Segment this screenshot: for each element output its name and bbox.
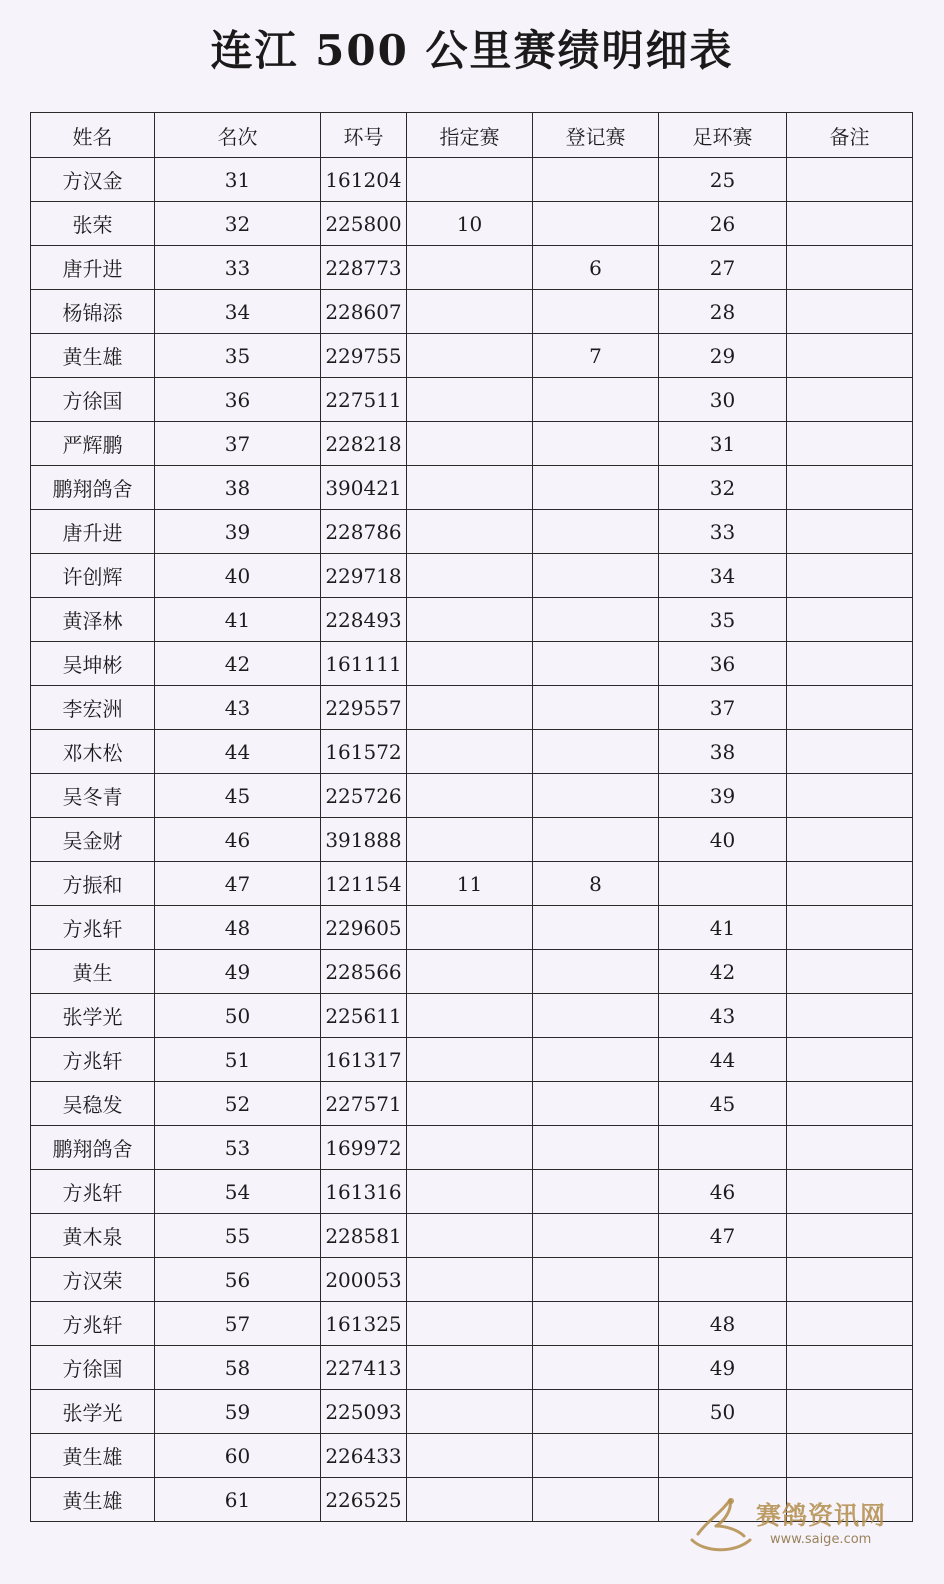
cell-notes xyxy=(787,906,913,950)
cell-registered-race xyxy=(533,906,659,950)
cell-ring-number: 161325 xyxy=(321,1302,407,1346)
cell-notes xyxy=(787,1038,913,1082)
table-row xyxy=(31,1302,913,1346)
cell-rank: 59 xyxy=(155,1390,321,1434)
cell-name: 方汉荣 xyxy=(31,1258,155,1302)
table-row xyxy=(31,730,913,774)
cell-name: 鹏翔鸽舍 xyxy=(31,466,155,510)
cell-ring-race xyxy=(659,1258,787,1302)
cell-ring-race: 27 xyxy=(659,246,787,290)
cell-designated-race xyxy=(407,1126,533,1170)
cell-notes xyxy=(787,730,913,774)
cell-registered-race xyxy=(533,158,659,202)
cell-ring-number: 226433 xyxy=(321,1434,407,1478)
header-notes: 备注 xyxy=(787,113,913,158)
cell-notes xyxy=(787,774,913,818)
cell-ring-race: 30 xyxy=(659,378,787,422)
cell-registered-race: 6 xyxy=(533,246,659,290)
cell-name: 吴坤彬 xyxy=(31,642,155,686)
cell-ring-number: 229718 xyxy=(321,554,407,598)
cell-name: 黄生雄 xyxy=(31,334,155,378)
cell-rank: 54 xyxy=(155,1170,321,1214)
header-rank: 名次 xyxy=(155,113,321,158)
cell-name: 吴稳发 xyxy=(31,1082,155,1126)
cell-ring-race xyxy=(659,862,787,906)
cell-rank: 49 xyxy=(155,950,321,994)
cell-rank: 45 xyxy=(155,774,321,818)
cell-rank: 52 xyxy=(155,1082,321,1126)
cell-ring-number: 225726 xyxy=(321,774,407,818)
cell-name: 杨锦添 xyxy=(31,290,155,334)
cell-ring-number: 229755 xyxy=(321,334,407,378)
cell-ring-number: 225611 xyxy=(321,994,407,1038)
header-registered-race: 登记赛 xyxy=(533,113,659,158)
cell-designated-race xyxy=(407,1302,533,1346)
cell-name: 严辉鹏 xyxy=(31,422,155,466)
cell-ring-number: 226525 xyxy=(321,1478,407,1522)
cell-registered-race xyxy=(533,378,659,422)
cell-name: 吴金财 xyxy=(31,818,155,862)
cell-designated-race xyxy=(407,554,533,598)
table-row xyxy=(31,642,913,686)
cell-name: 唐升进 xyxy=(31,510,155,554)
cell-rank: 34 xyxy=(155,290,321,334)
cell-registered-race xyxy=(533,1082,659,1126)
cell-rank: 42 xyxy=(155,642,321,686)
cell-designated-race xyxy=(407,290,533,334)
cell-name: 许创辉 xyxy=(31,554,155,598)
cell-rank: 58 xyxy=(155,1346,321,1390)
cell-name: 吴冬青 xyxy=(31,774,155,818)
cell-notes xyxy=(787,1302,913,1346)
cell-ring-race: 25 xyxy=(659,158,787,202)
cell-name: 张学光 xyxy=(31,994,155,1038)
cell-registered-race xyxy=(533,1390,659,1434)
cell-name: 黄生雄 xyxy=(31,1478,155,1522)
cell-ring-race: 45 xyxy=(659,1082,787,1126)
cell-ring-number: 229605 xyxy=(321,906,407,950)
cell-rank: 50 xyxy=(155,994,321,1038)
table-row xyxy=(31,862,913,906)
table-row xyxy=(31,774,913,818)
cell-name: 方汉金 xyxy=(31,158,155,202)
cell-notes xyxy=(787,1170,913,1214)
table-row xyxy=(31,510,913,554)
cell-ring-number: 161111 xyxy=(321,642,407,686)
cell-notes xyxy=(787,1390,913,1434)
cell-ring-number: 228218 xyxy=(321,422,407,466)
cell-ring-number: 228773 xyxy=(321,246,407,290)
table-body xyxy=(31,158,913,1522)
cell-ring-number: 227511 xyxy=(321,378,407,422)
cell-ring-race: 31 xyxy=(659,422,787,466)
cell-rank: 48 xyxy=(155,906,321,950)
cell-designated-race xyxy=(407,1038,533,1082)
cell-name: 黄泽林 xyxy=(31,598,155,642)
cell-rank: 37 xyxy=(155,422,321,466)
cell-rank: 56 xyxy=(155,1258,321,1302)
cell-ring-race: 37 xyxy=(659,686,787,730)
table-row xyxy=(31,158,913,202)
cell-notes xyxy=(787,1346,913,1390)
cell-ring-race: 48 xyxy=(659,1302,787,1346)
cell-rank: 57 xyxy=(155,1302,321,1346)
cell-name: 张学光 xyxy=(31,1390,155,1434)
cell-ring-number: 390421 xyxy=(321,466,407,510)
cell-name: 张荣 xyxy=(31,202,155,246)
cell-notes xyxy=(787,422,913,466)
table-row xyxy=(31,686,913,730)
table-row xyxy=(31,1082,913,1126)
cell-name: 方振和 xyxy=(31,862,155,906)
cell-designated-race xyxy=(407,1258,533,1302)
table-row xyxy=(31,422,913,466)
watermark-site-name: 赛鸽资讯网 xyxy=(756,1501,887,1530)
cell-designated-race xyxy=(407,422,533,466)
cell-designated-race xyxy=(407,686,533,730)
cell-ring-number: 225800 xyxy=(321,202,407,246)
cell-registered-race xyxy=(533,466,659,510)
cell-designated-race xyxy=(407,246,533,290)
table-row xyxy=(31,378,913,422)
cell-name: 黄木泉 xyxy=(31,1214,155,1258)
cell-notes xyxy=(787,686,913,730)
header-designated-race: 指定赛 xyxy=(407,113,533,158)
table-row xyxy=(31,1170,913,1214)
cell-rank: 39 xyxy=(155,510,321,554)
page-title: 连江 500 公里赛绩明细表 xyxy=(210,26,734,75)
cell-registered-race xyxy=(533,642,659,686)
table-row xyxy=(31,1126,913,1170)
cell-name: 黄生 xyxy=(31,950,155,994)
cell-notes xyxy=(787,158,913,202)
watermark-site-url: www.saige.com xyxy=(770,1532,872,1547)
cell-registered-race xyxy=(533,202,659,246)
cell-notes xyxy=(787,994,913,1038)
table-row xyxy=(31,818,913,862)
cell-designated-race xyxy=(407,774,533,818)
cell-designated-race: 10 xyxy=(407,202,533,246)
cell-rank: 60 xyxy=(155,1434,321,1478)
cell-name: 邓木松 xyxy=(31,730,155,774)
cell-ring-number: 161316 xyxy=(321,1170,407,1214)
table-row xyxy=(31,950,913,994)
cell-name: 李宏洲 xyxy=(31,686,155,730)
cell-ring-race: 34 xyxy=(659,554,787,598)
cell-ring-number: 161572 xyxy=(321,730,407,774)
cell-rank: 40 xyxy=(155,554,321,598)
cell-rank: 53 xyxy=(155,1126,321,1170)
cell-registered-race xyxy=(533,1346,659,1390)
cell-ring-number: 228493 xyxy=(321,598,407,642)
cell-ring-number: 228607 xyxy=(321,290,407,334)
cell-registered-race xyxy=(533,730,659,774)
cell-registered-race xyxy=(533,774,659,818)
cell-rank: 31 xyxy=(155,158,321,202)
cell-ring-number: 161317 xyxy=(321,1038,407,1082)
cell-designated-race xyxy=(407,1170,533,1214)
cell-ring-race: 33 xyxy=(659,510,787,554)
cell-registered-race xyxy=(533,950,659,994)
cell-registered-race xyxy=(533,1302,659,1346)
cell-designated-race xyxy=(407,1478,533,1522)
header-ring-race: 足环赛 xyxy=(659,113,787,158)
cell-notes xyxy=(787,378,913,422)
table-header xyxy=(31,113,913,158)
cell-ring-race: 28 xyxy=(659,290,787,334)
table-row xyxy=(31,554,913,598)
cell-registered-race xyxy=(533,994,659,1038)
cell-name: 方徐国 xyxy=(31,1346,155,1390)
cell-ring-race: 29 xyxy=(659,334,787,378)
cell-ring-number: 227413 xyxy=(321,1346,407,1390)
cell-notes xyxy=(787,642,913,686)
table-row xyxy=(31,1346,913,1390)
cell-ring-number: 229557 xyxy=(321,686,407,730)
cell-ring-number: 161204 xyxy=(321,158,407,202)
table-row xyxy=(31,994,913,1038)
cell-designated-race xyxy=(407,950,533,994)
cell-registered-race xyxy=(533,598,659,642)
cell-notes xyxy=(787,1214,913,1258)
header-row xyxy=(31,113,913,158)
cell-notes xyxy=(787,554,913,598)
header-ring-number: 环号 xyxy=(321,113,407,158)
cell-ring-race: 40 xyxy=(659,818,787,862)
cell-ring-race: 41 xyxy=(659,906,787,950)
cell-designated-race xyxy=(407,1434,533,1478)
cell-rank: 47 xyxy=(155,862,321,906)
cell-ring-race: 35 xyxy=(659,598,787,642)
cell-notes xyxy=(787,1434,913,1478)
cell-ring-race: 49 xyxy=(659,1346,787,1390)
cell-ring-number: 391888 xyxy=(321,818,407,862)
table-row xyxy=(31,1390,913,1434)
cell-rank: 55 xyxy=(155,1214,321,1258)
header-name: 姓名 xyxy=(31,113,155,158)
table-row xyxy=(31,1258,913,1302)
cell-rank: 41 xyxy=(155,598,321,642)
cell-designated-race xyxy=(407,1214,533,1258)
cell-ring-race xyxy=(659,1434,787,1478)
cell-rank: 44 xyxy=(155,730,321,774)
cell-rank: 43 xyxy=(155,686,321,730)
cell-notes xyxy=(787,202,913,246)
table-row xyxy=(31,202,913,246)
cell-ring-number: 228786 xyxy=(321,510,407,554)
table-row xyxy=(31,1038,913,1082)
cell-notes xyxy=(787,1126,913,1170)
table-row xyxy=(31,598,913,642)
cell-notes xyxy=(787,950,913,994)
cell-ring-race: 32 xyxy=(659,466,787,510)
cell-ring-number: 169972 xyxy=(321,1126,407,1170)
cell-notes xyxy=(787,862,913,906)
cell-registered-race xyxy=(533,554,659,598)
cell-designated-race xyxy=(407,378,533,422)
pigeon-logo-icon xyxy=(686,1490,756,1556)
cell-ring-number: 225093 xyxy=(321,1390,407,1434)
cell-designated-race xyxy=(407,818,533,862)
cell-registered-race xyxy=(533,818,659,862)
cell-registered-race xyxy=(533,1258,659,1302)
cell-ring-number: 200053 xyxy=(321,1258,407,1302)
cell-designated-race xyxy=(407,1346,533,1390)
cell-designated-race xyxy=(407,730,533,774)
table-row xyxy=(31,906,913,950)
cell-ring-number: 227571 xyxy=(321,1082,407,1126)
cell-designated-race xyxy=(407,642,533,686)
cell-rank: 36 xyxy=(155,378,321,422)
cell-name: 黄生雄 xyxy=(31,1434,155,1478)
cell-rank: 51 xyxy=(155,1038,321,1082)
cell-registered-race xyxy=(533,1478,659,1522)
table-row xyxy=(31,334,913,378)
cell-designated-race xyxy=(407,158,533,202)
cell-notes xyxy=(787,818,913,862)
cell-registered-race xyxy=(533,1126,659,1170)
cell-rank: 32 xyxy=(155,202,321,246)
cell-registered-race xyxy=(533,422,659,466)
cell-notes xyxy=(787,246,913,290)
table-row xyxy=(31,1434,913,1478)
cell-name: 方兆轩 xyxy=(31,1170,155,1214)
table-row xyxy=(31,1214,913,1258)
cell-name: 方徐国 xyxy=(31,378,155,422)
cell-designated-race xyxy=(407,994,533,1038)
cell-notes xyxy=(787,466,913,510)
cell-ring-race: 42 xyxy=(659,950,787,994)
cell-registered-race: 8 xyxy=(533,862,659,906)
table-row xyxy=(31,466,913,510)
cell-ring-race: 26 xyxy=(659,202,787,246)
cell-ring-number: 121154 xyxy=(321,862,407,906)
cell-designated-race xyxy=(407,1390,533,1434)
cell-ring-race: 50 xyxy=(659,1390,787,1434)
cell-ring-race: 38 xyxy=(659,730,787,774)
cell-registered-race xyxy=(533,290,659,334)
cell-name: 方兆轩 xyxy=(31,906,155,950)
cell-designated-race: 11 xyxy=(407,862,533,906)
site-watermark xyxy=(686,1488,918,1560)
cell-designated-race xyxy=(407,466,533,510)
cell-designated-race xyxy=(407,1082,533,1126)
cell-registered-race xyxy=(533,1434,659,1478)
cell-registered-race xyxy=(533,686,659,730)
cell-notes xyxy=(787,598,913,642)
cell-notes xyxy=(787,510,913,554)
cell-ring-number: 228566 xyxy=(321,950,407,994)
cell-ring-race xyxy=(659,1126,787,1170)
cell-ring-race: 47 xyxy=(659,1214,787,1258)
cell-ring-race: 39 xyxy=(659,774,787,818)
cell-registered-race xyxy=(533,510,659,554)
table-row xyxy=(31,246,913,290)
results-table xyxy=(30,112,913,1522)
cell-notes xyxy=(787,1258,913,1302)
cell-notes xyxy=(787,1082,913,1126)
cell-ring-race: 36 xyxy=(659,642,787,686)
cell-name: 方兆轩 xyxy=(31,1302,155,1346)
cell-registered-race xyxy=(533,1038,659,1082)
cell-ring-race: 44 xyxy=(659,1038,787,1082)
cell-name: 方兆轩 xyxy=(31,1038,155,1082)
cell-ring-race: 46 xyxy=(659,1170,787,1214)
cell-name: 唐升进 xyxy=(31,246,155,290)
cell-designated-race xyxy=(407,510,533,554)
cell-designated-race xyxy=(407,598,533,642)
cell-ring-number: 228581 xyxy=(321,1214,407,1258)
cell-registered-race xyxy=(533,1170,659,1214)
cell-rank: 35 xyxy=(155,334,321,378)
cell-rank: 33 xyxy=(155,246,321,290)
cell-notes xyxy=(787,334,913,378)
cell-registered-race: 7 xyxy=(533,334,659,378)
cell-rank: 61 xyxy=(155,1478,321,1522)
table-row xyxy=(31,290,913,334)
cell-rank: 46 xyxy=(155,818,321,862)
cell-notes xyxy=(787,290,913,334)
cell-registered-race xyxy=(533,1214,659,1258)
cell-rank: 38 xyxy=(155,466,321,510)
cell-designated-race xyxy=(407,906,533,950)
cell-designated-race xyxy=(407,334,533,378)
cell-name: 鹏翔鸽舍 xyxy=(31,1126,155,1170)
cell-ring-race: 43 xyxy=(659,994,787,1038)
